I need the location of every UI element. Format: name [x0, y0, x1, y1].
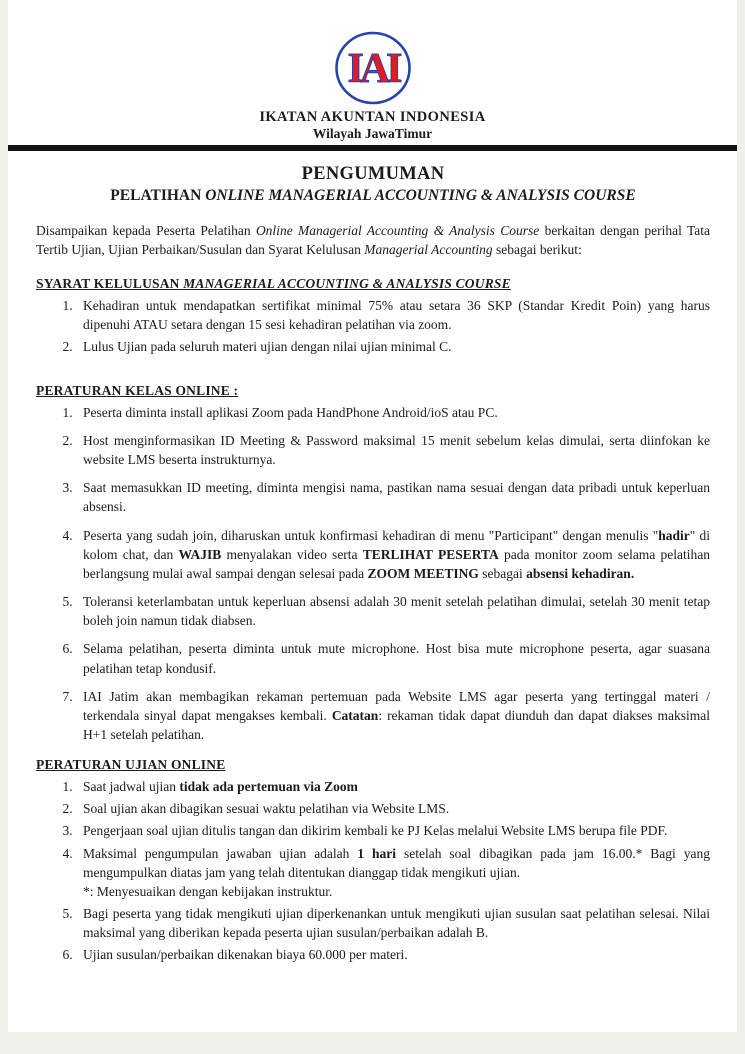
letterhead-rule [8, 145, 737, 151]
intro-paragraph: Disampaikan kepada Peserta Pelatihan Online Managerial Accounting & Analysis Course berkaitan dengan perihal Tata Tertib Ujian, Ujian Perbaikan/Susulan dan Syarat Kelulusan Managerial Accounting sebagai berikut: [36, 223, 710, 258]
section-peraturan-ujian-online [36, 757, 710, 964]
list-item: 2. Host menginformasikan ID Meeting & Password maksimal 15 menit sebelum kelas dimulai, serta diinfokan ke website LMS beserta instrukturnya. [76, 431, 710, 469]
iai-logo [334, 31, 412, 105]
org-name: IKATAN AKUNTAN INDONESIA [259, 109, 486, 125]
list-item: 2. Soal ujian akan dibagikan sesuai waktu pelatihan via Website LMS. [76, 799, 710, 818]
list-item: 7. IAI Jatim akan membagikan rekaman pertemuan pada Website LMS agar peserta yang tertinggal materi / terkendala sinyal dapat mengakses kembali. Catatan: rekaman tidak dapat diunduh dan dapat diakses maksimal H+1 setelah pelatihan. [76, 687, 710, 744]
section-heading-peraturan-ujian-online: PERATURAN UJIAN ONLINE [36, 757, 226, 773]
list-item: 6. Ujian susulan/perbaikan dikenakan biaya 60.000 per materi. [76, 945, 710, 964]
section-heading-peraturan-kelas-online: PERATURAN KELAS ONLINE : [36, 382, 239, 398]
org-region: Wilayah JawaTimur [312, 126, 433, 141]
iai-logo-monogram: IAI [346, 46, 399, 92]
announcement-page [8, 0, 737, 1032]
list-item: 6. Selama pelatihan, peserta diminta untuk mute microphone. Host bisa mute microphone peserta, agar suasana pelatihan tetap kondusif. [76, 639, 710, 677]
section-peraturan-kelas-online [36, 383, 710, 744]
section-heading-syarat-kelulusan: SYARAT KELULUSAN MANAGERIAL ACCOUNTING & ANALYSIS COURSE [36, 276, 511, 292]
peraturan-kelas-online-list [36, 403, 710, 744]
list-item: 3. Pengerjaan soal ujian ditulis tangan dan dikirim kembali ke PJ Kelas melalui Website LMS berupa file PDF. [76, 821, 710, 840]
list-item: 2. Lulus Ujian pada seluruh materi ujian dengan nilai ujian minimal C. [76, 337, 710, 356]
announcement-body [8, 164, 737, 965]
list-item: 4. Peserta yang sudah join, diharuskan untuk konfirmasi kehadiran di menu "Participant" dengan menulis "hadir" di kolom chat, dan WAJIB menyalakan video serta TERLIHAT PESERTA pada monitor zoom selama pelatihan berlangsung mulai awal sampai dengan selesai pada ZOOM MEETING sebagai absensi kehadiran. [76, 526, 710, 583]
peraturan-ujian-online-list [36, 777, 710, 964]
list-item: 5. Toleransi keterlambatan untuk keperluan absensi adalah 30 menit setelah pelatihan dimulai, setelah 30 menit tetap boleh join namun tidak diabsen. [76, 592, 710, 630]
page-title: PENGUMUMAN [301, 164, 445, 184]
list-item: 1. Kehadiran untuk mendapatkan sertifikat minimal 75% atau setara 36 SKP (Standar Kredit Poin) yang harus dipenuhi ATAU setara dengan 15 sesi kehadiran pelatihan via zoom. [76, 296, 710, 334]
list-item: 1. Saat jadwal ujian tidak ada pertemuan via Zoom [76, 777, 710, 796]
list-item: 3. Saat memasukkan ID meeting, diminta mengisi nama, pastikan nama sesuai dengan data pribadi untuk keperluan absensi. [76, 478, 710, 516]
list-item: 5. Bagi peserta yang tidak mengikuti ujian diperkenankan untuk mengikuti ujian susulan saat pelatihan selesai. Nilai maksimal yang diberikan kepada peserta ujian susulan/perbaikan adalah B. [76, 904, 710, 942]
syarat-kelulusan-list [36, 296, 710, 355]
list-item: 1. Peserta diminta install aplikasi Zoom pada HandPhone Android/ioS atau PC. [76, 403, 710, 422]
list-item: 4. Maksimal pengumpulan jawaban ujian adalah 1 hari setelah soal dibagikan pada jam 16.00.* Bagi yang mengumpulkan diatas jam yang telah ditentukan dianggap tidak mengikuti ujian. *: Menyesuaikan dengan kebijakan instruktur. [76, 844, 710, 901]
letterhead [8, 0, 737, 142]
section-syarat-kelulusan [36, 276, 710, 355]
page-subtitle: PELATIHAN ONLINE MANAGERIAL ACCOUNTING & ANALYSIS COURSE [110, 187, 636, 204]
